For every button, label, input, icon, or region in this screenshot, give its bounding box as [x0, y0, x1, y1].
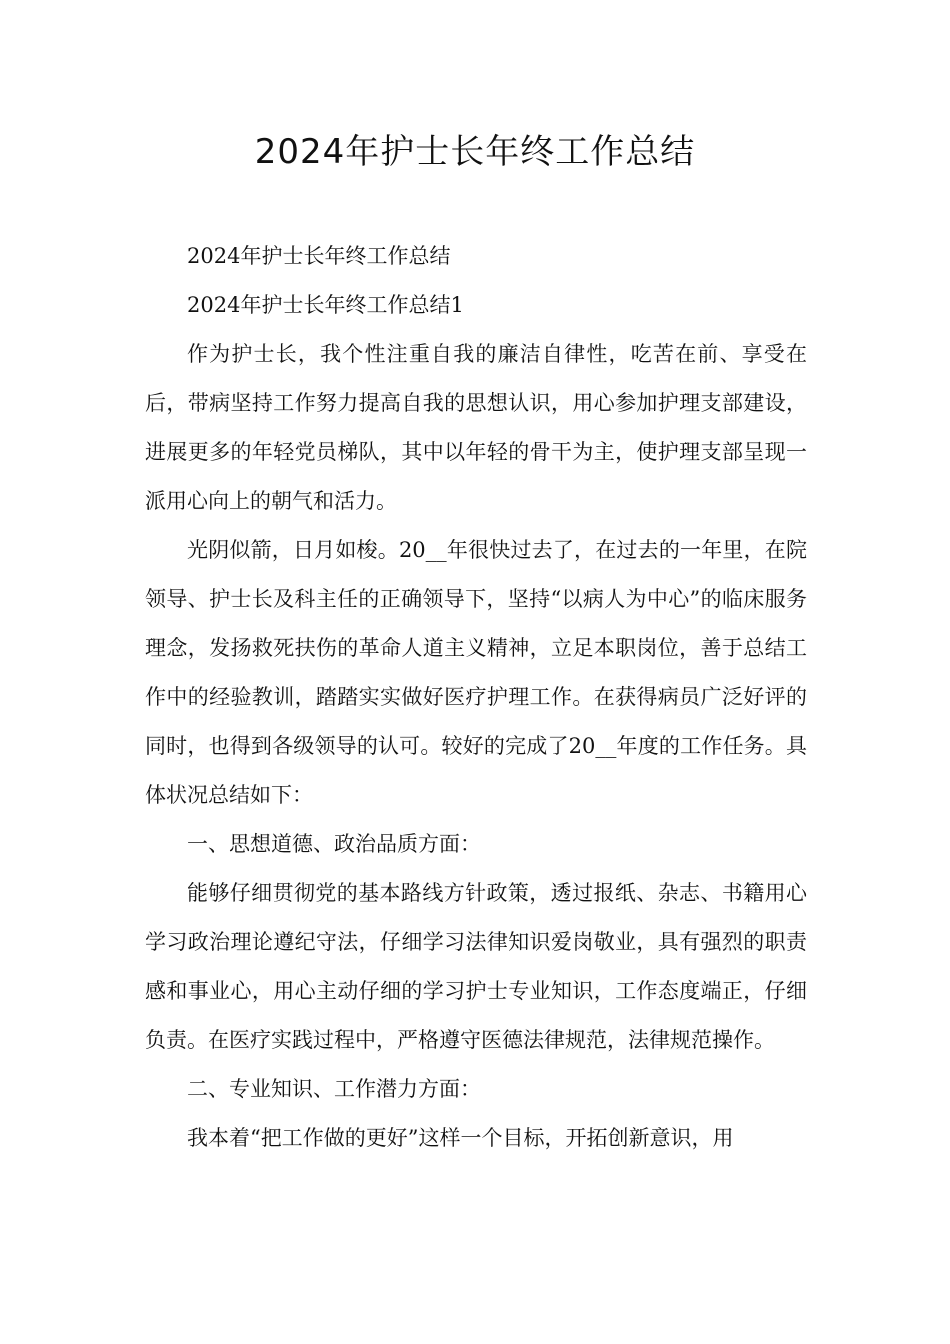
heading-ideology-morality: 一、思想道德、政治品质方面： [187, 832, 481, 856]
document-title: 2024年护士长年终工作总结 [254, 132, 696, 172]
paragraph-year-review: 光阴似箭，日月如梭。20__年很快过去了，在过去的一年里，在院领导、护士长及科主任的正确领导下，坚持“以病人为中心”的临床服务理念，发扬救死扶伤的革命人道主义精神，立足本职岗位，善于总结工作中的经验教训，踏踏实实做好医疗护理工作。在获得病员广泛好评的同时，也得到各级领导的认可。较好的完成了20__年度的工作任务。具体状况总结如下： [145, 538, 807, 807]
document-body [145, 232, 807, 1163]
heading-professional-knowledge: 二、专业知识、工作潜力方面： [187, 1077, 481, 1101]
paragraph-subtitle: 2024年护士长年终工作总结 [187, 244, 451, 268]
paragraph-ideology-morality: 能够仔细贯彻党的基本路线方针政策，透过报纸、杂志、书籍用心学习政治理论遵纪守法，仔细学习法律知识爱岗敬业，具有强烈的职责感和事业心，用心主动仔细的学习护士专业知识，工作态度端正，仔细负责。在医疗实践过程中，严格遵守医德法律规范，法律规范操作。 [145, 881, 807, 1052]
paragraph-section-heading: 2024年护士长年终工作总结1 [187, 293, 464, 317]
paragraph-professional-knowledge: 我本着“把工作做的更好”这样一个目标，开拓创新意识，用 [187, 1126, 734, 1150]
paragraph-self-discipline: 作为护士长，我个性注重自我的廉洁自律性，吃苦在前、享受在后，带病坚持工作努力提高自我的思想认识，用心参加护理支部建设，进展更多的年轻党员梯队，其中以年轻的骨干为主，使护理支部呈现一派用心向上的朝气和活力。 [145, 342, 807, 513]
